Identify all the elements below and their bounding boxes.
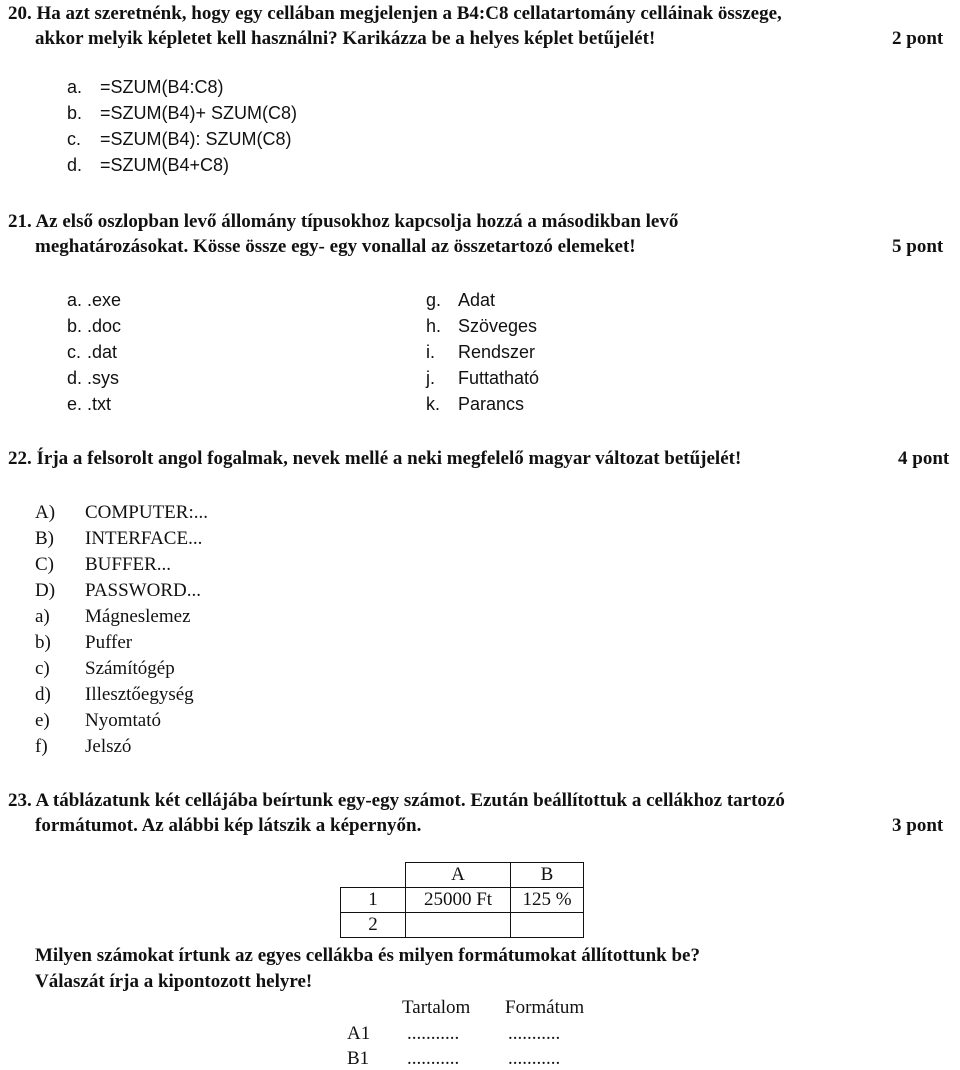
q20-points: 2 pont <box>892 28 944 49</box>
answer-letter: b) <box>35 632 51 653</box>
term-text: BUFFER... <box>85 554 172 575</box>
answer-row-cell: A1 <box>347 1023 371 1044</box>
q22-term[interactable] <box>35 580 201 602</box>
cell-a2 <box>406 913 511 938</box>
answer-text: Jelszó <box>85 736 132 757</box>
table-row <box>341 913 584 938</box>
term-letter: A) <box>35 502 56 523</box>
item-letter: i. <box>426 342 435 362</box>
cell-a1: 25000 Ft <box>406 888 511 913</box>
q23-question-line1: Milyen számokat írtunk az egyes cellákba és milyen formátumokat állítottunk be? <box>35 945 700 966</box>
term-text: PASSWORD... <box>85 580 201 601</box>
answer-format-blank[interactable]: ........... <box>508 1023 561 1044</box>
answer-content-blank[interactable]: ........... <box>407 1023 460 1044</box>
q21-text-line2: meghatározásokat. Kösse össze egy- egy vonallal az összetartozó elemeket! <box>35 236 636 257</box>
answer-row-cell: B1 <box>347 1048 370 1069</box>
term-letter: C) <box>35 554 54 575</box>
q23-text-line1: 23. A táblázatunk két cellájába beírtunk egy-egy számot. Ezután beállítottuk a cellákhoz tartozó <box>8 790 785 811</box>
q23-question-line2: Válaszát írja a kipontozott helyre! <box>35 971 313 992</box>
row-header-2: 2 <box>341 913 406 938</box>
q21-right-item[interactable] <box>426 342 536 363</box>
item-letter: g. <box>426 290 442 310</box>
term-letter: D) <box>35 580 56 601</box>
answer-header-format: Formátum <box>505 997 585 1018</box>
answer-letter: d) <box>35 684 51 705</box>
q22-term[interactable] <box>35 554 172 576</box>
table-corner <box>341 863 406 888</box>
q21-left-item[interactable] <box>67 316 122 337</box>
item-letter: b. <box>67 316 83 336</box>
q21-left-item[interactable] <box>67 290 122 311</box>
q21-left-item[interactable] <box>67 394 112 415</box>
q21-right-item[interactable] <box>426 316 538 337</box>
q22-term[interactable] <box>35 528 203 550</box>
q22-answer <box>35 684 194 706</box>
answer-content-blank[interactable]: ........... <box>407 1048 460 1069</box>
q20-option-a[interactable] <box>67 77 224 98</box>
item-letter: j. <box>426 368 435 388</box>
q23-points: 3 pont <box>892 815 944 836</box>
item-letter: c. <box>67 342 82 362</box>
q22-answer <box>35 632 133 654</box>
spreadsheet-table <box>340 862 584 938</box>
item-text: Szöveges <box>458 316 538 336</box>
option-letter: d. <box>67 155 83 175</box>
item-text: Parancs <box>458 394 525 414</box>
q21-right-item[interactable] <box>426 368 540 389</box>
answer-text: Számítógép <box>85 658 175 679</box>
cell-b1: 125 % <box>511 888 584 913</box>
answer-letter: a) <box>35 606 50 627</box>
option-letter: b. <box>67 103 83 123</box>
item-letter: d. <box>67 368 83 388</box>
option-letter: c. <box>67 129 82 149</box>
answer-letter: f) <box>35 736 48 757</box>
q22-answer <box>35 658 175 680</box>
q20-option-d[interactable] <box>67 155 230 176</box>
column-header-b: B <box>511 863 584 888</box>
q21-left-item[interactable] <box>67 368 120 389</box>
table-row <box>341 888 584 913</box>
item-text: .txt <box>87 394 112 414</box>
item-letter: a. <box>67 290 83 310</box>
cell-b2 <box>511 913 584 938</box>
item-text: .dat <box>87 342 118 362</box>
option-text: =SZUM(B4)+ SZUM(C8) <box>100 103 298 123</box>
option-text: =SZUM(B4+C8) <box>100 155 230 175</box>
column-header-a: A <box>406 863 511 888</box>
q22-points: 4 pont <box>898 448 950 469</box>
q22-term[interactable] <box>35 502 208 524</box>
item-text: .doc <box>87 316 122 336</box>
answer-text: Illesztőegység <box>85 684 194 705</box>
row-header-1: 1 <box>341 888 406 913</box>
table-header-row <box>341 863 584 888</box>
option-text: =SZUM(B4:C8) <box>100 77 224 97</box>
term-text: COMPUTER:... <box>85 502 208 523</box>
option-text: =SZUM(B4): SZUM(C8) <box>100 129 292 149</box>
q21-left-item[interactable] <box>67 342 118 363</box>
q20-option-c[interactable] <box>67 129 292 150</box>
q20-text-line1: 20. Ha azt szeretnénk, hogy egy cellában megjelenjen a B4:C8 cellatartomány celláinak összege, <box>8 3 782 24</box>
item-letter: e. <box>67 394 83 414</box>
item-text: .sys <box>87 368 120 388</box>
q21-points: 5 pont <box>892 236 944 257</box>
answer-format-blank[interactable]: ........... <box>508 1048 561 1069</box>
answer-letter: e) <box>35 710 50 731</box>
item-text: .exe <box>87 290 122 310</box>
q21-right-item[interactable] <box>426 394 525 415</box>
item-letter: h. <box>426 316 442 336</box>
item-text: Rendszer <box>458 342 536 362</box>
q22-answer <box>35 736 132 758</box>
answer-text: Mágneslemez <box>85 606 191 627</box>
q20-text-line2: akkor melyik képletet kell használni? Karikázza be a helyes képlet betűjelét! <box>35 28 656 49</box>
term-letter: B) <box>35 528 54 549</box>
q23-text-line2: formátumot. Az alábbi kép látszik a képernyőn. <box>35 815 422 836</box>
item-text: Futtatható <box>458 368 540 388</box>
answer-letter: c) <box>35 658 50 679</box>
item-letter: k. <box>426 394 441 414</box>
q22-answer <box>35 710 161 732</box>
q20-option-b[interactable] <box>67 103 298 124</box>
answer-header-content: Tartalom <box>402 997 471 1018</box>
item-text: Adat <box>458 290 496 310</box>
answer-text: Nyomtató <box>85 710 161 731</box>
term-text: INTERFACE... <box>85 528 203 549</box>
answer-text: Puffer <box>85 632 133 653</box>
q22-text-line1: 22. Írja a felsorolt angol fogalmak, nevek mellé a neki megfelelő magyar változat betűjelét! <box>8 448 742 469</box>
q21-text-line1: 21. Az első oszlopban levő állomány típusokhoz kapcsolja hozzá a másodikban levő <box>8 211 679 232</box>
option-letter: a. <box>67 77 83 97</box>
q21-right-item[interactable] <box>426 290 496 311</box>
q22-answer <box>35 606 191 628</box>
